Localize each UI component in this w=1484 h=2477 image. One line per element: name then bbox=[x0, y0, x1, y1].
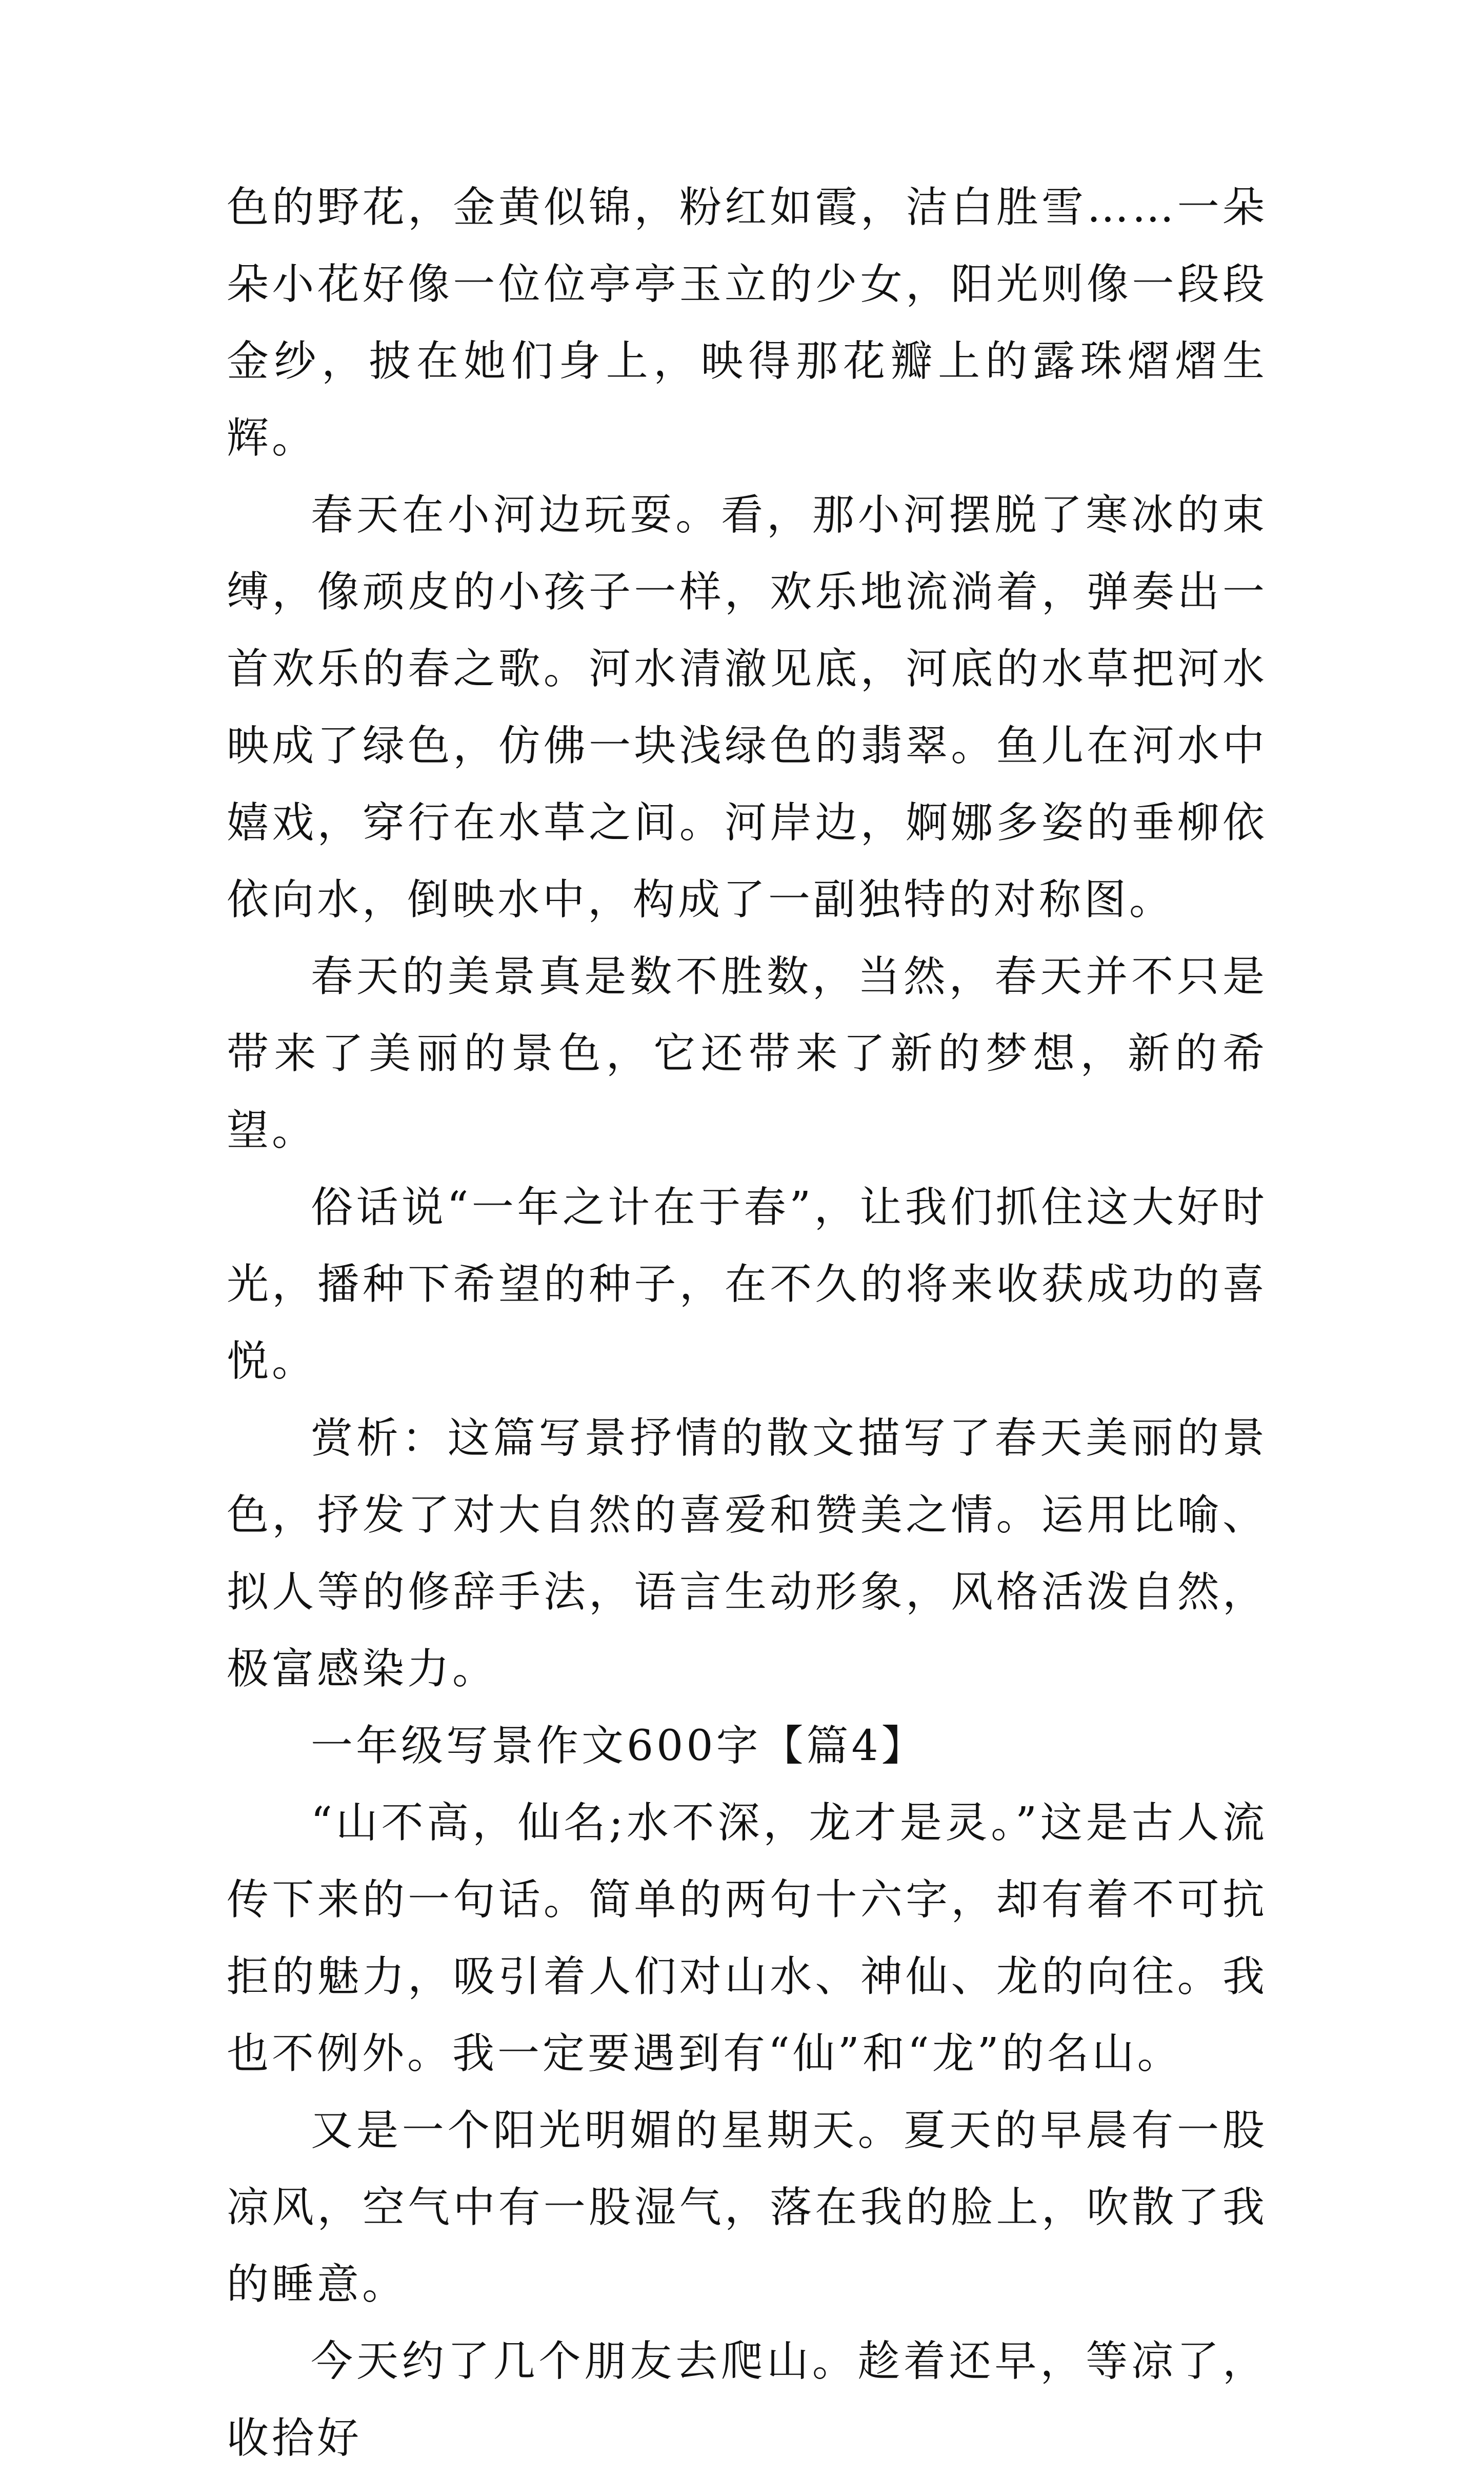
paragraph-2: 春天在小河边玩耍。看，那小河摆脱了寒冰的束缚，像顽皮的小孩子一样，欢乐地流淌着，弹奏出一首欢乐的春之歌。河水清澈见底，河底的水草把河水映成了绿色，仿佛一块浅绿色的翡翠。鱼儿在河水中嬉戏，穿行在水草之间。河岸边，婀娜多姿的垂柳依依向水，倒映水中，构成了一副独特的对称图。 bbox=[227, 491, 1268, 924]
paragraph-8: 今天约了几个朋友去爬山。趁着还早，等凉了，收拾好 bbox=[227, 2337, 1268, 2463]
paragraph-1: 色的野花，金黄似锦，粉红如霞，洁白胜雪……一朵朵小花好像一位位亭亭玉立的少女，阳光则像一段段金纱，披在她们身上，映得那花瓣上的露珠熠熠生辉。 bbox=[227, 183, 1268, 463]
section-heading: 一年级写景作文600字【篇4】 bbox=[311, 1722, 927, 1770]
paragraph-7: 又是一个阳光明媚的星期天。夏天的早晨有一股凉风，空气中有一股湿气，落在我的脸上，吹散了我的睡意。 bbox=[227, 2106, 1268, 2309]
paragraph-4: 俗话说“一年之计在于春”，让我们抓住这大好时光，播种下希望的种子，在不久的将来收获成功的喜悦。 bbox=[227, 1183, 1268, 1386]
paragraph-6: “山不高，仙名;水不深，龙才是灵。”这是古人流传下来的一句话。简单的两句十六字，却有着不可抗拒的魅力，吸引着人们对山水、神仙、龙的向往。我也不例外。我一定要遇到有“仙”和“龙”的名山。 bbox=[227, 1799, 1268, 2078]
paragraph-5: 赏析：这篇写景抒情的散文描写了春天美丽的景色，抒发了对大自然的喜爱和赞美之情。运用比喻、拟人等的修辞手法，语言生动形象，风格活泼自然，极富感染力。 bbox=[227, 1414, 1268, 1693]
paragraph-3: 春天的美景真是数不胜数，当然，春天并不只是带来了美丽的景色，它还带来了新的梦想，新的希望。 bbox=[227, 952, 1268, 1155]
document-body bbox=[227, 169, 1268, 2477]
